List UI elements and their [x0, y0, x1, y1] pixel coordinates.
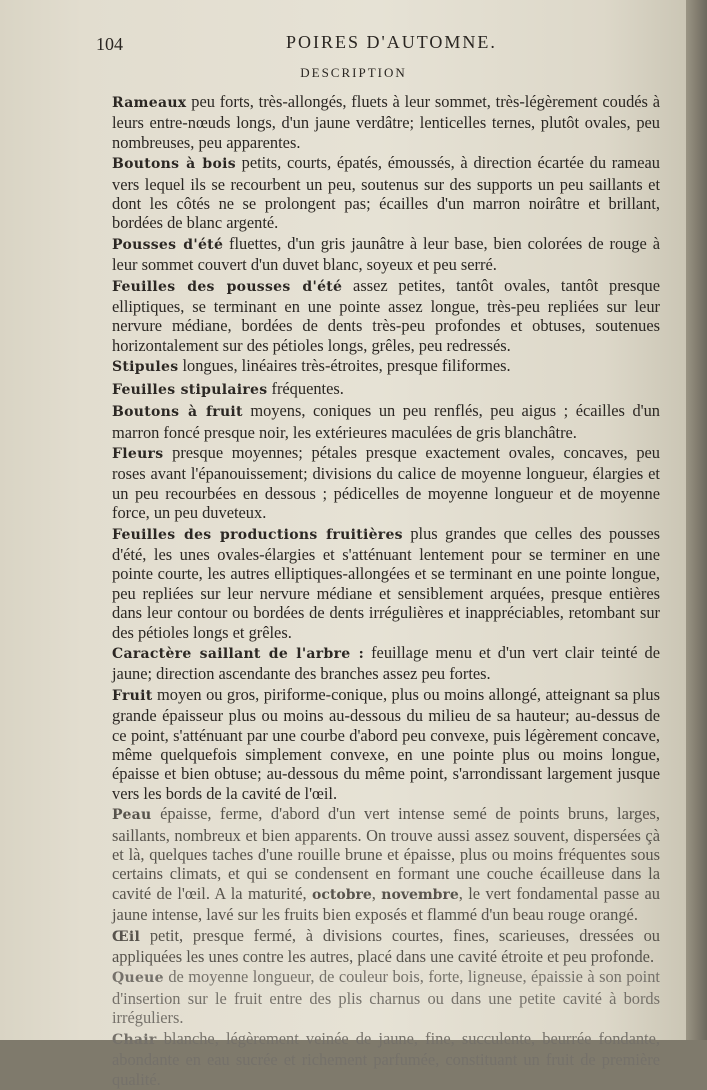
paragraph-pousses-d-ete	[112, 234, 660, 275]
paragraph-feuilles-pousses	[112, 276, 660, 356]
paragraph-feuilles-productions	[112, 524, 660, 642]
term: Peau	[112, 807, 152, 824]
paragraph-boutons-a-bois	[112, 153, 660, 233]
paragraph-text: fluettes, d'un gris jaunâtre à leur base, bien colorées de rouge à leur sommet couvert d'un duvet blanc, soyeux et peu serré.	[112, 233, 660, 275]
term: Chair	[112, 1031, 157, 1048]
page-header	[96, 32, 646, 58]
term: Pousses d'été	[112, 236, 224, 253]
paragraph-text: presque moyennes; pétales presque exactement ovales, concaves, peu roses avant l'épanouissement; divisions du calice de moyenne longueur, élargies et un peu recourbées en dessous ; pédicelles de moyenne longueur et de moyenne force, un peu duveteux.	[112, 442, 660, 523]
paragraph-text: fréquentes.	[267, 378, 344, 398]
paragraph-text: petits, courts, épatés, émoussés, à direction écartée du rameau vers lequel ils se recourbent un peu, soutenus sur des supports un peu saillants et dont les côtés ne se prolongent pas; écailles d'un marron noirâtre et brillant, bordées de blanc argenté.	[112, 153, 660, 233]
book-gutter	[686, 0, 707, 1040]
paragraph-text: épaisse, ferme, d'abord d'un vert intense semé de points bruns, larges, saillants, nombreux et bien apparents. On trouve aussi assez souvent, dispersées çà et là, quelques taches d'une rouille brune et épaisse, plus ou moins fréquentes sous certains climats, et qui se condensent en formant une couche écailleuse dans la cavité de l'œil. A la maturité,	[112, 804, 660, 903]
paragraph-peau	[112, 804, 660, 924]
paragraph-text: assez petites, tantôt ovales, tantôt presque elliptiques, se terminant en une pointe assez longue, très-peu repliées sur leur nervure médiane, bordées de dents très-peu profondes et obtuses, soutenues horizontalement sur des pétioles longs, grêles, peu redressés.	[112, 275, 660, 355]
description-body	[112, 92, 660, 1090]
paragraph-fruit	[112, 685, 660, 803]
paragraph-text: blanche, légèrement veinée de jaune, fine, succulente, beurrée fondante, abondante en eau sucrée et richement parfumée, constituant un fruit de première qualité.	[112, 1028, 660, 1089]
paragraph-feuilles-stipulaires	[112, 379, 660, 400]
paragraph-boutons-a-fruit	[112, 401, 660, 442]
term: Fruit	[112, 687, 153, 704]
separator: ,	[371, 883, 382, 903]
paragraph-fleurs	[112, 443, 660, 523]
paragraph-oeil	[112, 926, 660, 967]
running-title: POIRES D'AUTOMNE.	[286, 32, 497, 52]
term: Queue	[112, 970, 164, 987]
paragraph-text: de moyenne longueur, de couleur bois, forte, ligneuse, épaissie à son point d'insertion sur le fruit entre des plis charnus ou dans une petite cavité à bords irréguliers.	[112, 967, 660, 1028]
paragraph-queue	[112, 967, 660, 1027]
term: Rameaux	[112, 95, 187, 111]
term: Feuilles stipulaires	[112, 381, 268, 398]
paragraph-text: longues, linéaires très-étroites, presque filiformes.	[178, 356, 511, 376]
term: Œil	[112, 928, 141, 945]
paragraph-text: feuillage menu et d'un vert clair teinté de jaune; direction ascendante des branches assez peu fortes.	[112, 642, 660, 684]
term: Fleurs	[112, 445, 164, 462]
term: Caractère saillant de l'arbre :	[112, 645, 365, 662]
paragraph-text: , le vert fondamental passe au jaune intense, lavé sur les fruits bien exposés et flammé d'un beau rouge orangé.	[112, 883, 660, 925]
paragraph-text: moyen ou gros, piriforme-conique, plus ou moins allongé, atteignant sa plus grande épaisseur plus ou moins au-dessous du milieu de sa hauteur; au-dessus de ce point, s'atténuant par une courbe d'abord peu convexe, puis légèrement concave, même quelquefois simplement convexe, en une pointe plus ou moins longue, épaisse et bien obtuse; au-dessous du même point, s'arrondissant largement jusque vers les bords de la cavité de l'œil.	[112, 684, 660, 803]
term: Feuilles des productions fruitières	[112, 526, 403, 543]
paragraph-chair	[112, 1029, 660, 1089]
paragraph-text: plus grandes que celles des pousses d'été, les unes ovales-élargies et s'atténuant lentement pour se terminer en une pointe courte, les autres elliptiques-allongées et se terminant en une pointe longue, peu repliées sur leur nervure médiane et sensiblement arquées, presque entières dans leur contour ou bordées de dents irrégulières et inappréciables, retombant sur des pétioles longs et grêles.	[112, 523, 660, 642]
paragraph-rameaux	[112, 92, 660, 152]
term: Stipules	[112, 359, 179, 376]
page-number: 104	[96, 34, 123, 54]
paragraph-caractere-saillant	[112, 643, 660, 684]
term: Boutons à fruit	[112, 404, 243, 421]
section-title: DESCRIPTION	[300, 65, 407, 80]
paragraph-text: petit, presque fermé, à divisions courtes, fines, scarieuses, dressées ou appliquées les unes contre les autres, placé dans une cavité étroite et peu profonde.	[112, 925, 660, 967]
month-keyword: octobre	[312, 886, 372, 903]
term: Boutons à bois	[112, 156, 236, 173]
paragraph-text: moyens, coniques un peu renflés, peu aigus ; écailles d'un marron foncé presque noir, les extérieures maculées de gris blanchâtre.	[112, 401, 660, 442]
paragraph-stipules	[112, 356, 660, 377]
paragraph-text: peu forts, très-allongés, fluets à leur sommet, très-légèrement coudés à leurs entre-nœuds longs, d'un jaune verdâtre; lenticelles ternes, plutôt ovales, peu nombreuses, peu apparentes.	[112, 92, 660, 152]
month-keyword: novembre	[381, 886, 459, 903]
term: Feuilles des pousses d'été	[112, 278, 343, 295]
